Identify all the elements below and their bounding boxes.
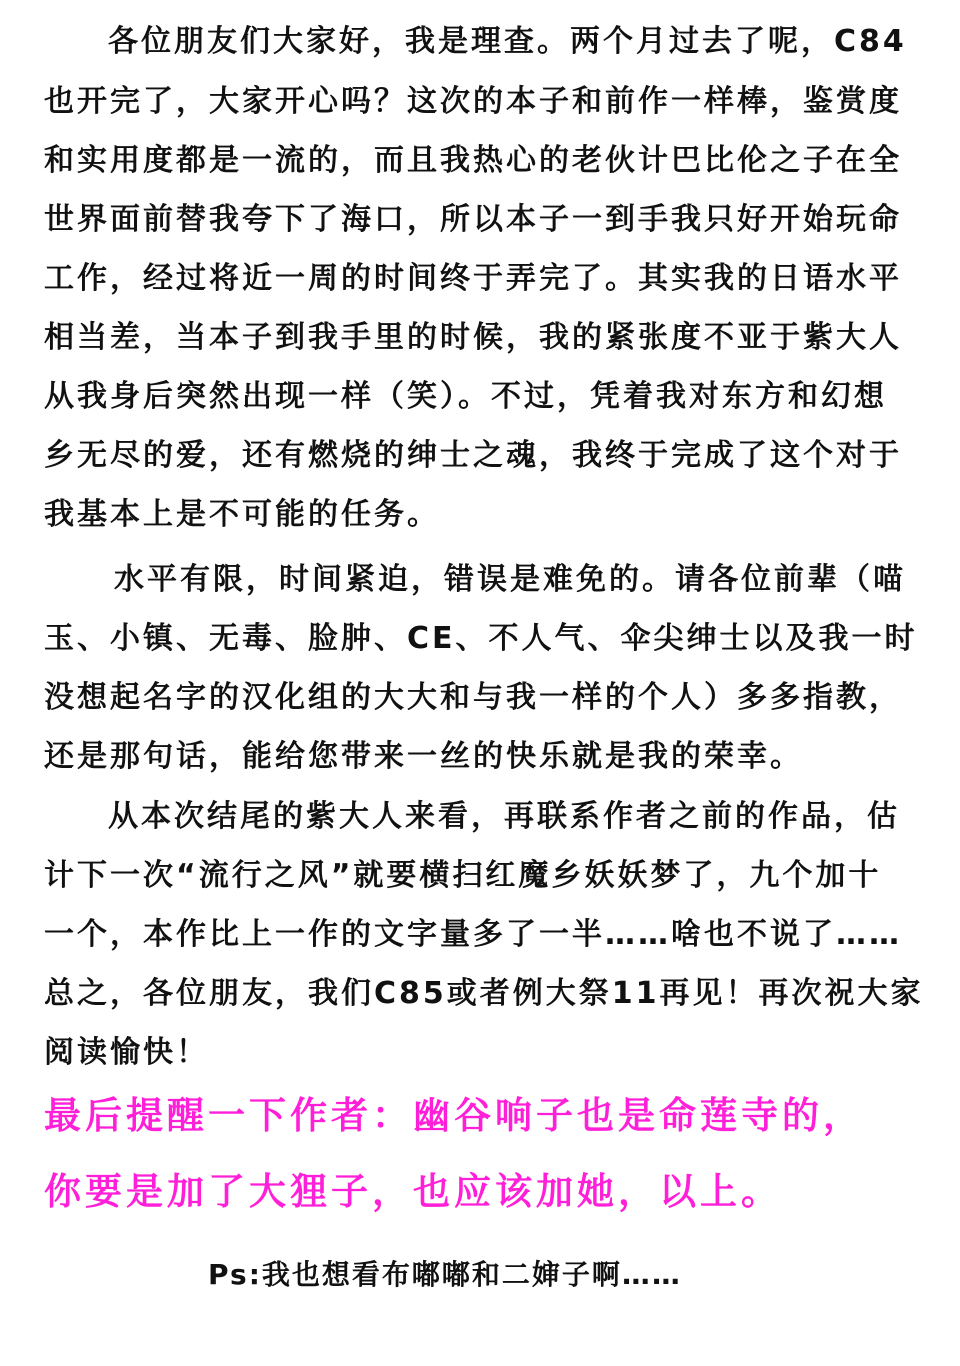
paragraph-1-line-2: 也开完了，大家开心吗？这次的本子和前作一样棒，鉴赏度 — [44, 84, 902, 119]
paragraph-2-line-4: 还是那句话，能给您带来一丝的快乐就是我的荣幸。 — [44, 739, 803, 774]
paragraph-3-line-5: 阅读愉快！ — [44, 1035, 209, 1070]
paragraph-1-line-3: 和实用度都是一流的，而且我热心的老伙计巴比伦之子在全 — [44, 143, 902, 178]
reminder-line-2: 你要是加了大狸子，也应该加她，以上。 — [44, 1170, 782, 1213]
paragraph-1-line-8: 乡无尽的爱，还有燃烧的绅士之魂，我终于完成了这个对于 — [44, 438, 902, 473]
paragraph-1-line-4: 世界面前替我夸下了海口，所以本子一到手我只好开始玩命 — [44, 202, 902, 237]
paragraph-3-line-2: 计下一次“流行之风”就要横扫红魔乡妖妖梦了，九个加十 — [44, 858, 882, 893]
paragraph-2-line-2: 玉、小镇、无毒、脸肿、CE、不人气、伞尖绅士以及我一时 — [44, 621, 918, 656]
paragraph-1-line-1: 各位朋友们大家好，我是理查。两个月过去了呢，C84 — [108, 24, 907, 59]
paragraph-1-line-9: 我基本上是不可能的任务。 — [44, 497, 440, 532]
paragraph-2-line-1: 水平有限，时间紧迫，错误是难免的。请各位前辈（喵 — [114, 562, 906, 597]
paragraph-1-line-7: 从我身后突然出现一样（笑）。不过，凭着我对东方和幻想 — [44, 379, 887, 414]
paragraph-1-line-6: 相当差，当本子到我手里的时候，我的紧张度不亚于紫大人 — [44, 320, 902, 355]
paragraph-3-line-1: 从本次结尾的紫大人来看，再联系作者之前的作品，估 — [108, 799, 900, 834]
paragraph-2-line-3: 没想起名字的汉化组的大大和与我一样的个人）多多指教， — [44, 680, 902, 715]
paragraph-1-line-5: 工作，经过将近一周的时间终于弄完了。其实我的日语水平 — [44, 261, 902, 296]
postscript: Ps:我也想看布嘟嘟和二婶子啊…… — [208, 1258, 682, 1291]
paragraph-3-line-4: 总之，各位朋友，我们C85或者例大祭11再见！再次祝大家 — [44, 976, 924, 1011]
reminder-line-1: 最后提醒一下作者：幽谷响子也是命莲寺的， — [44, 1094, 864, 1137]
paragraph-3-line-3: 一个，本作比上一作的文字量多了一半……啥也不说了…… — [44, 917, 902, 952]
